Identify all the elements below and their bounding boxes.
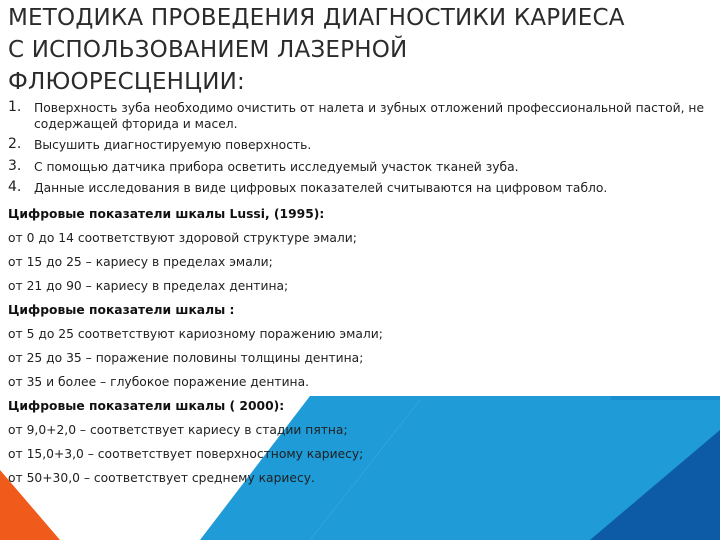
scale-line: от 15 до 25 – кариесу в пределах эмали;	[8, 254, 273, 269]
scale-line: от 35 и более – глубокое поражение дентина.	[8, 374, 310, 389]
scale-line: от 50+30,0 – соответствует среднему кариесу.	[8, 470, 315, 485]
step-number: 1.	[8, 99, 22, 115]
step-number: 2.	[8, 136, 22, 152]
step-number: 4.	[8, 179, 22, 195]
title-line: МЕТОДИКА ПРОВЕДЕНИЯ ДИАГНОСТИКИ КАРИЕСА	[8, 5, 625, 31]
scale-line: от 15,0+3,0 – соответствует поверхностному кариесу;	[8, 446, 364, 461]
title-line: С ИСПОЛЬЗОВАНИЕМ ЛАЗЕРНОЙ	[8, 37, 408, 63]
scale-heading: Цифровые показатели шкалы ( 2000):	[8, 398, 285, 413]
slide-content	[8, 100, 708, 490]
scale-line: от 9,0+2,0 – соответствует кариесу в стадии пятна;	[8, 422, 348, 437]
scale-line: от 21 до 90 – кариесу в пределах дентина;	[8, 278, 289, 293]
steps-list	[8, 100, 708, 197]
scale-heading: Цифровые показатели шкалы :	[8, 302, 235, 317]
step-text: С помощью датчика прибора осветить исследуемый участок тканей зуба.	[34, 159, 519, 174]
scale-line: от 5 до 25 соответствуют кариозному поражению эмали;	[8, 326, 383, 341]
slide-title	[8, 2, 708, 98]
step-item	[8, 137, 708, 154]
step-item	[8, 100, 708, 132]
scale-heading: Цифровые показатели шкалы Lussi, (1995):	[8, 206, 325, 221]
scale-second	[8, 298, 708, 394]
scale-line: от 25 до 35 – поражение половины толщины дентина;	[8, 350, 364, 365]
step-text: Данные исследования в виде цифровых показателей считываются на цифровом табло.	[34, 181, 608, 195]
scale-2000	[8, 394, 708, 490]
step-item	[8, 180, 708, 197]
scale-lussi	[8, 202, 708, 298]
step-text: Высушить диагностируемую поверхность.	[34, 138, 312, 152]
step-text: Поверхность зуба необходимо очистить от налета и зубных отложений профессиональной пастой, не содержащей фторида и масел.	[34, 101, 705, 131]
step-item	[8, 159, 708, 176]
step-number: 3.	[8, 157, 22, 174]
title-line: ФЛЮОРЕСЦЕНЦИИ:	[8, 69, 245, 95]
scale-line: от 0 до 14 соответствуют здоровой структуре эмали;	[8, 230, 357, 245]
